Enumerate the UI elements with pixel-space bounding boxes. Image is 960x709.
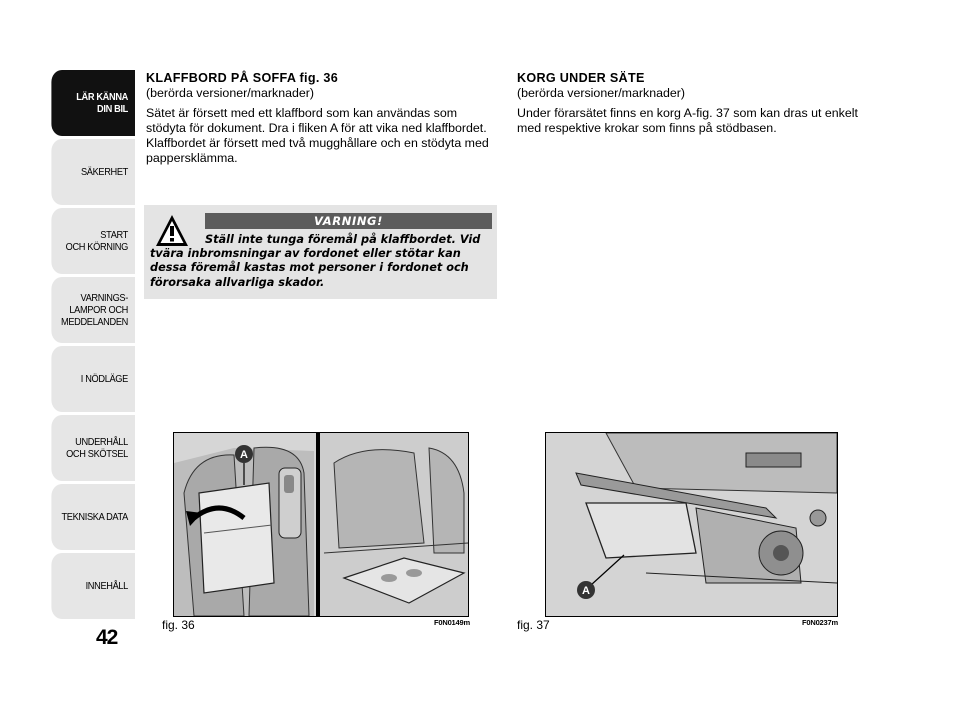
tab-innehall[interactable]: INNEHÅLL bbox=[51, 553, 135, 619]
page-number: 42 bbox=[96, 626, 118, 649]
tab-lar-kanna-din-bil[interactable]: LÄR KÄNNA DIN BIL bbox=[51, 70, 135, 136]
under-seat-illustration bbox=[546, 433, 837, 616]
right-column bbox=[517, 71, 869, 136]
warning-text: Ställ inte tunga föremål på klaffbordet. Vid tvära inbromsningar av fordonet eller stötar kan dessa föremål kastas mot personer i fordonet och förorsaka allvarliga skador. bbox=[150, 233, 481, 289]
warning-title: VARNING! bbox=[205, 213, 492, 229]
section-heading-klaffbord: KLAFFBORD PÅ SOFFA fig. 36 bbox=[146, 71, 339, 85]
tab-i-nodlage[interactable]: I NÖDLÄGE bbox=[51, 346, 135, 412]
tab-start-och-korning[interactable]: START OCH KÖRNING bbox=[51, 208, 135, 274]
section-body: Under förarsätet finns en korg A-fig. 37 som kan dras ut enkelt med respektive krokar som finns på stödbasen. bbox=[517, 106, 858, 135]
figure-37-caption: fig. 37 bbox=[517, 618, 550, 632]
figure-37-code: F0N0237m bbox=[802, 618, 838, 627]
section-subheading: (berörda versioner/marknader) bbox=[146, 86, 315, 100]
left-column bbox=[146, 71, 498, 166]
rear-seat-illustration bbox=[174, 433, 468, 616]
warning-box bbox=[144, 205, 497, 299]
figure-36-code: F0N0149m bbox=[434, 618, 470, 627]
section-subheading: (berörda versioner/marknader) bbox=[517, 86, 686, 100]
figure-36-rear-seat-tray bbox=[173, 432, 469, 617]
callout-a: A bbox=[240, 449, 248, 461]
tab-sakerhet[interactable]: SÄKERHET bbox=[51, 139, 135, 205]
tab-tekniska-data[interactable]: TEKNISKA DATA bbox=[51, 484, 135, 550]
section-heading-korg: KORG UNDER SÄTE bbox=[517, 71, 645, 85]
tab-underhall[interactable]: UNDERHÅLL OCH SKÖTSEL bbox=[51, 415, 135, 481]
section-body: Sätet är försett med ett klaffbord som kan användas som stödyta för dokument. Dra i fliken A för att vika ned klaffbordet. Klaffbordet är försett med två mugghållare och en stödyta med pappersklämma. bbox=[146, 106, 489, 165]
tab-varningslampor[interactable]: VARNINGS- LAMPOR OCH MEDDELANDEN bbox=[51, 277, 135, 343]
figure-37-under-seat-basket bbox=[545, 432, 838, 617]
callout-a: A bbox=[582, 585, 590, 597]
figure-36-caption: fig. 36 bbox=[162, 618, 195, 632]
